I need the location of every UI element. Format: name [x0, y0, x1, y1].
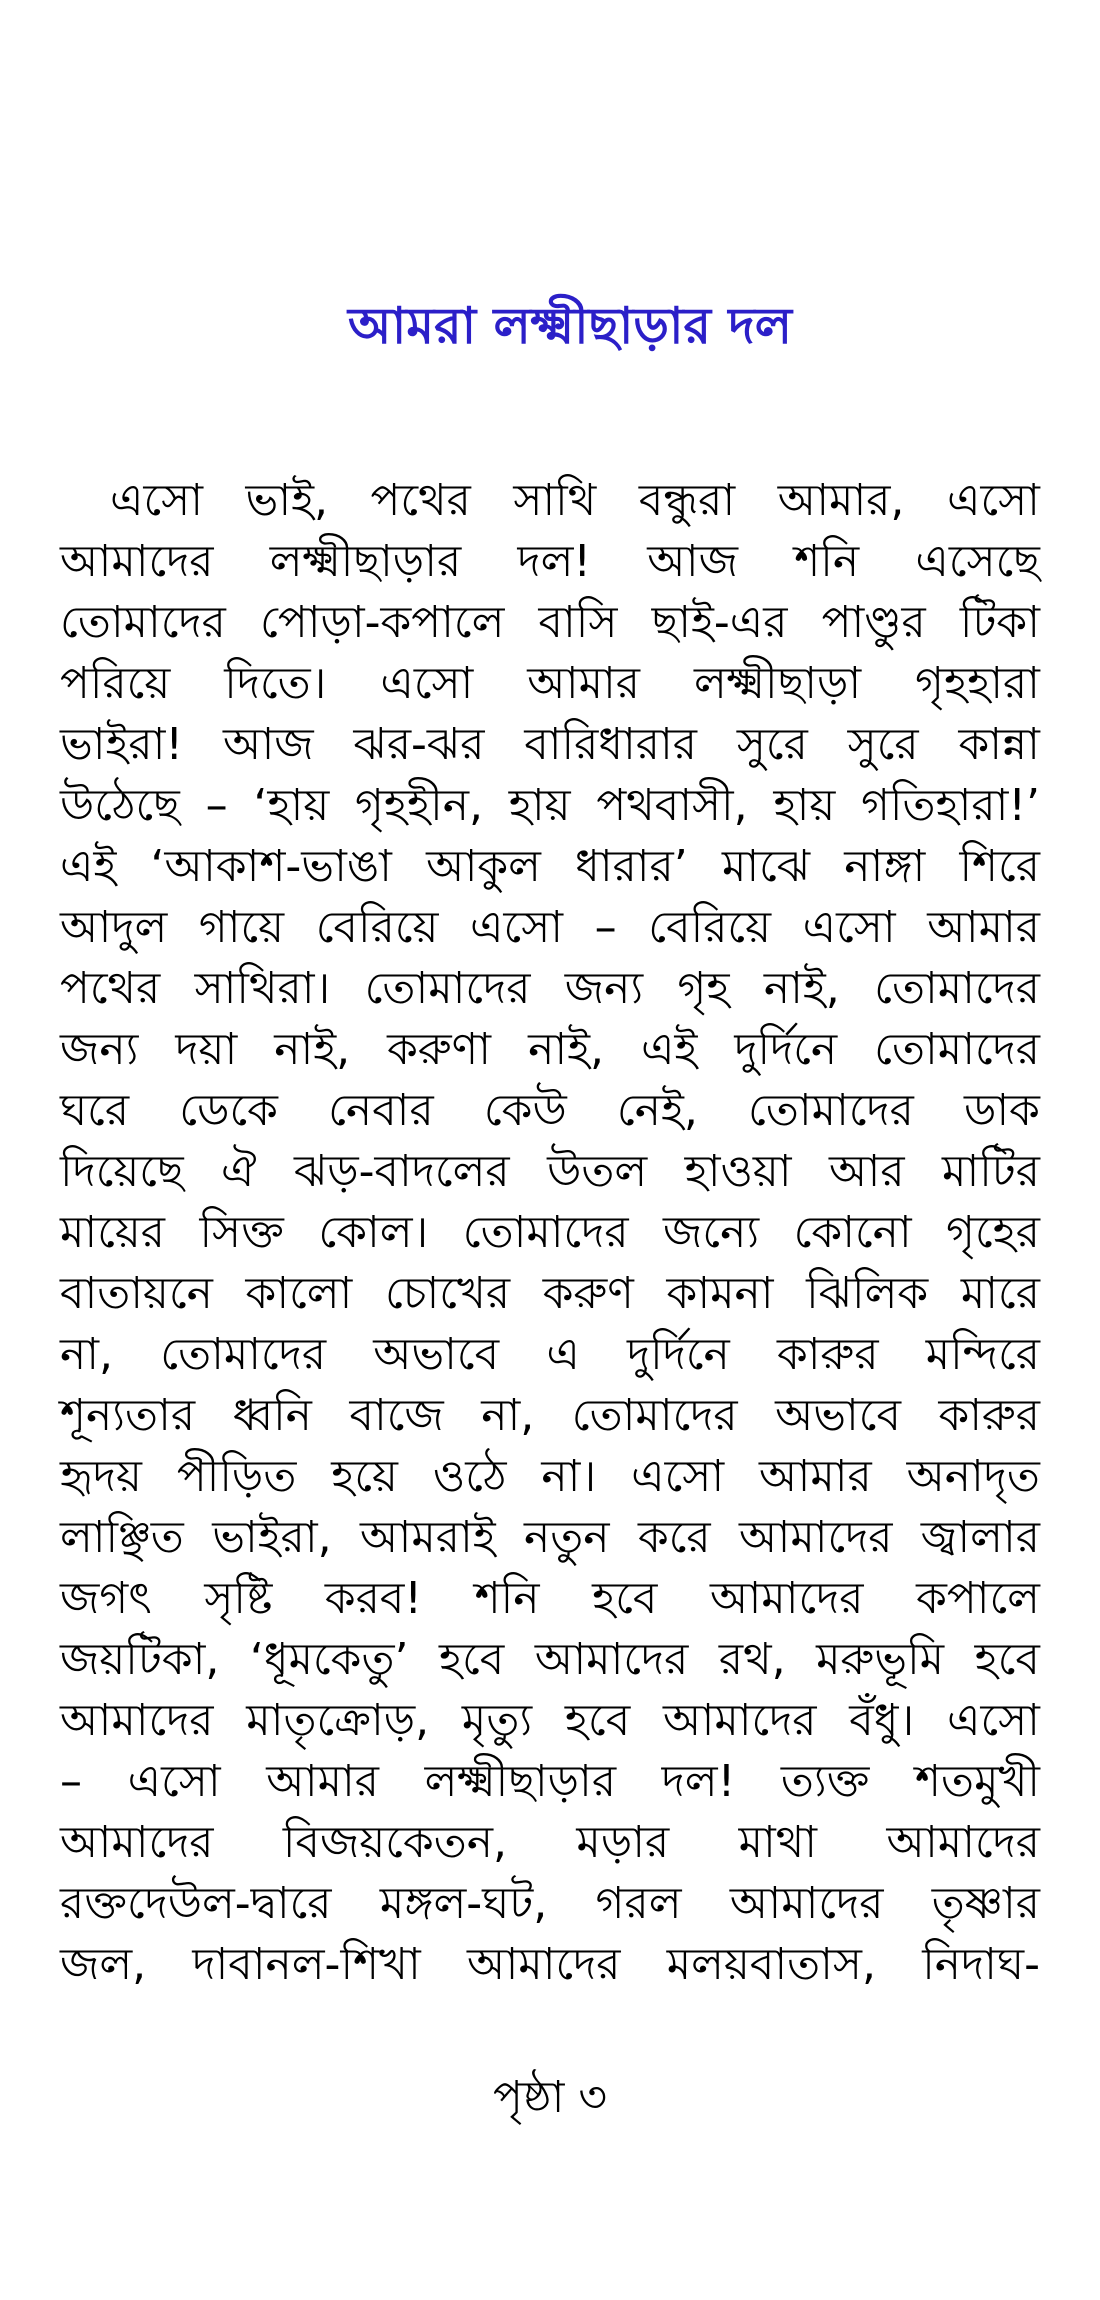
page-title: আমরা লক্ষ্মীছাড়ার দল: [348, 297, 792, 355]
paragraph-line: জন্য দয়া নাই, করুণা নাই, এই দুর্দিনে তোমাদের: [60, 1024, 1040, 1075]
paragraph-line: আদুল গায়ে বেরিয়ে এসো – বেরিয়ে এসো আমার: [60, 902, 1040, 953]
paragraph-line: দিয়েছে ঐ ঝড়-বাদলের উতল হাওয়া আর মাটির: [60, 1146, 1040, 1197]
paragraph-line: হৃদয় পীড়িত হয়ে ওঠে না। এসো আমার অনাদৃত: [60, 1451, 1040, 1502]
paragraph-line: বাতায়নে কালো চোখের করুণ কামনা ঝিলিক মারে: [60, 1268, 1040, 1319]
paragraph-line: আমাদের বিজয়কেতন, মড়ার মাথা আমাদের: [60, 1817, 1040, 1868]
paragraph-line: মায়ের সিক্ত কোল। তোমাদের জন্যে কোনো গৃহের: [60, 1207, 1040, 1258]
paragraph-line: না, তোমাদের অভাবে এ দুর্দিনে কারুর মন্দিরে: [60, 1329, 1040, 1380]
paragraph-line: পথের সাথিরা। তোমাদের জন্য গৃহ নাই, তোমাদের: [60, 963, 1040, 1014]
paragraph-line: রক্তদেউল-দ্বারে মঙ্গল-ঘট, গরল আমাদের তৃষ্ণার: [60, 1878, 1040, 1929]
paragraph-line: এসো ভাই, পথের সাথি বন্ধুরা আমার, এসো: [110, 475, 1040, 526]
paragraph-line: তোমাদের পোড়া-কপালে বাসি ছাই-এর পাণ্ডুর টিকা: [60, 597, 1040, 648]
paragraph-line: উঠেছে – ‘হায় গৃহহীন, হায় পথবাসী, হায় গতিহারা!’: [60, 780, 1040, 831]
paragraph-line: জগৎ সৃষ্টি করব! শনি হবে আমাদের কপালে: [60, 1573, 1040, 1624]
paragraph-line: জল, দাবানল-শিখা আমাদের মলয়বাতাস, নিদাঘ-: [60, 1939, 1040, 1990]
paragraph-line: ঘরে ডেকে নেবার কেউ নেই, তোমাদের ডাক: [60, 1085, 1040, 1136]
paragraph-line: জয়টিকা, ‘ধূমকেতু’ হবে আমাদের রথ, মরুভূমি হবে: [60, 1634, 1040, 1685]
paragraph-line: ভাইরা! আজ ঝর-ঝর বারিধারার সুরে সুরে কান্না: [60, 719, 1040, 770]
paragraph-line: শূন্যতার ধ্বনি বাজে না, তোমাদের অভাবে কারুর: [60, 1390, 1040, 1441]
paragraph-line: পরিয়ে দিতে। এসো আমার লক্ষ্মীছাড়া গৃহহারা: [60, 658, 1040, 709]
page-number: পৃষ্ঠা ৩: [493, 2072, 607, 2123]
paragraph-line: আমাদের লক্ষ্মীছাড়ার দল! আজ শনি এসেছে: [60, 536, 1040, 587]
paragraph-line: – এসো আমার লক্ষ্মীছাড়ার দল! ত্যক্ত শতমুখী: [60, 1756, 1040, 1807]
paragraph-line: লাঞ্ছিত ভাইরা, আমরাই নতুন করে আমাদের জ্বালার: [60, 1512, 1040, 1563]
paragraph-line: আমাদের মাতৃক্রোড়, মৃত্যু হবে আমাদের বঁধু। এসো: [60, 1695, 1040, 1746]
body-paragraph: [60, 470, 1040, 1995]
paragraph-line: এই ‘আকাশ-ভাঙা আকুল ধারার’ মাঝে নাঙ্গা শিরে: [60, 841, 1040, 892]
